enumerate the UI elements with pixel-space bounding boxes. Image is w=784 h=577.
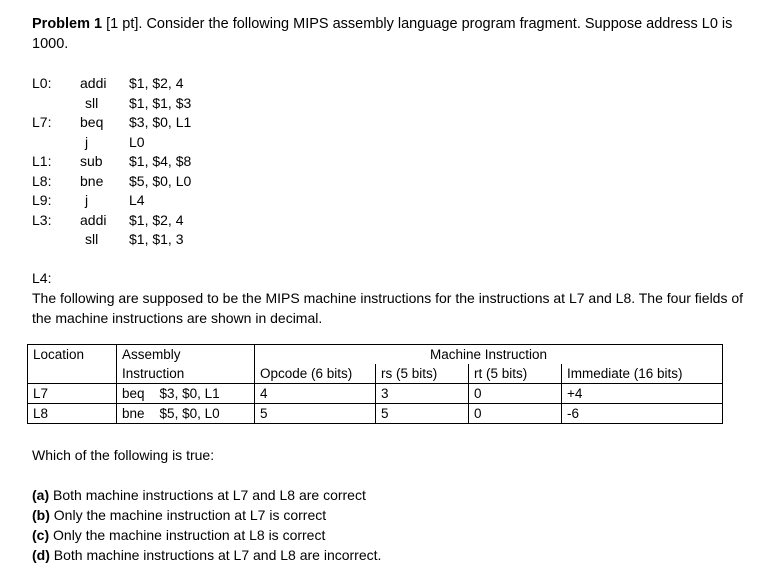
option-text: Only the machine instruction at L7 is correct xyxy=(49,507,327,523)
cell-opcode: 4 xyxy=(255,384,376,404)
header-rt: rt (5 bits) xyxy=(469,364,562,384)
option-key: (a) xyxy=(32,487,50,503)
cell-immediate: +4 xyxy=(562,384,723,404)
cell-assembly-args: $3, $0, L1 xyxy=(159,386,220,401)
line-opcode: sll xyxy=(85,231,99,247)
cell-assembly-op: bne xyxy=(122,406,145,421)
line-args: $5, $0, L0 xyxy=(129,172,192,189)
problem-points: [1 pt] xyxy=(106,16,139,32)
header-rs: rs (5 bits) xyxy=(376,364,469,384)
option-key: (b) xyxy=(32,507,50,523)
line-args: $1, $1, $3 xyxy=(129,94,192,111)
description-paragraph: The following are supposed to be the MIPS machine instructions for the instructions at L7 and L8. The four fields of the machine instructions are shown in decimal. xyxy=(32,290,744,326)
line-label: L7: xyxy=(32,114,52,130)
table-row xyxy=(28,384,723,404)
cell-assembly xyxy=(117,384,255,404)
machine-instruction-table xyxy=(27,344,723,424)
header-immediate: Immediate (16 bits) xyxy=(562,364,723,384)
problem-label: Problem 1 xyxy=(32,16,103,32)
problem-text: . Consider the following MIPS assembly language program fragment. Suppose address L0 is 1000. xyxy=(32,16,733,52)
line-opcode: addi xyxy=(80,75,107,91)
line-args: $1, $4, $8 xyxy=(129,153,192,169)
line-args: L0 xyxy=(129,133,145,150)
cell-rs: 5 xyxy=(376,404,469,424)
line-label: L3: xyxy=(32,211,52,228)
line-label: L0: xyxy=(32,75,52,91)
header-assembly-line2: Instruction xyxy=(122,366,185,381)
table-header-row xyxy=(28,345,723,365)
option-c xyxy=(32,525,381,545)
line-opcode: j xyxy=(85,133,89,150)
cell-assembly-op: beq xyxy=(122,386,145,401)
cell-rt: 0 xyxy=(469,404,562,424)
line-args: $1, $2, 4 xyxy=(129,75,184,91)
line-label: L9: xyxy=(32,192,52,208)
option-text: Both machine instructions at L7 and L8 are incorrect. xyxy=(49,547,382,563)
cell-location: L8 xyxy=(28,404,117,424)
option-key: (d) xyxy=(32,547,50,563)
line-args: $1, $2, 4 xyxy=(129,211,184,228)
cell-rs: 3 xyxy=(376,384,469,404)
cell-location: L7 xyxy=(28,384,117,404)
line-opcode: beq xyxy=(80,114,104,130)
header-assembly xyxy=(117,345,255,384)
header-location: Location xyxy=(28,345,117,384)
answer-options xyxy=(32,485,381,565)
option-text: Only the machine instruction at L8 is correct xyxy=(49,527,326,543)
cell-assembly-args: $5, $0, L0 xyxy=(159,406,220,421)
cell-opcode: 5 xyxy=(255,404,376,424)
cell-assembly xyxy=(117,404,255,424)
option-text: Both machine instructions at L7 and L8 are correct xyxy=(49,487,366,503)
option-d xyxy=(32,545,381,565)
header-machine-instruction: Machine Instruction xyxy=(255,345,723,365)
line-label: L1: xyxy=(32,153,52,169)
line-opcode: j xyxy=(85,192,89,208)
header-assembly-line1: Assembly xyxy=(122,347,181,362)
line-opcode: bne xyxy=(80,172,104,189)
cell-immediate: -6 xyxy=(562,404,723,424)
header-opcode: Opcode (6 bits) xyxy=(255,364,376,384)
line-opcode: sll xyxy=(85,94,99,111)
question-text: Which of the following is true: xyxy=(32,447,215,463)
option-key: (c) xyxy=(32,527,50,543)
line-opcode: addi xyxy=(80,211,107,228)
line-args: $1, $1, 3 xyxy=(129,231,184,247)
line-opcode: sub xyxy=(80,153,103,169)
option-b xyxy=(32,505,381,525)
line-args: $3, $0, L1 xyxy=(129,114,192,130)
line-label: L4: xyxy=(32,270,52,286)
option-a xyxy=(32,485,381,505)
table-row xyxy=(28,404,723,424)
problem-statement xyxy=(32,14,762,54)
cell-rt: 0 xyxy=(469,384,562,404)
line-label: L8: xyxy=(32,172,52,189)
line-args: L4 xyxy=(129,192,145,208)
